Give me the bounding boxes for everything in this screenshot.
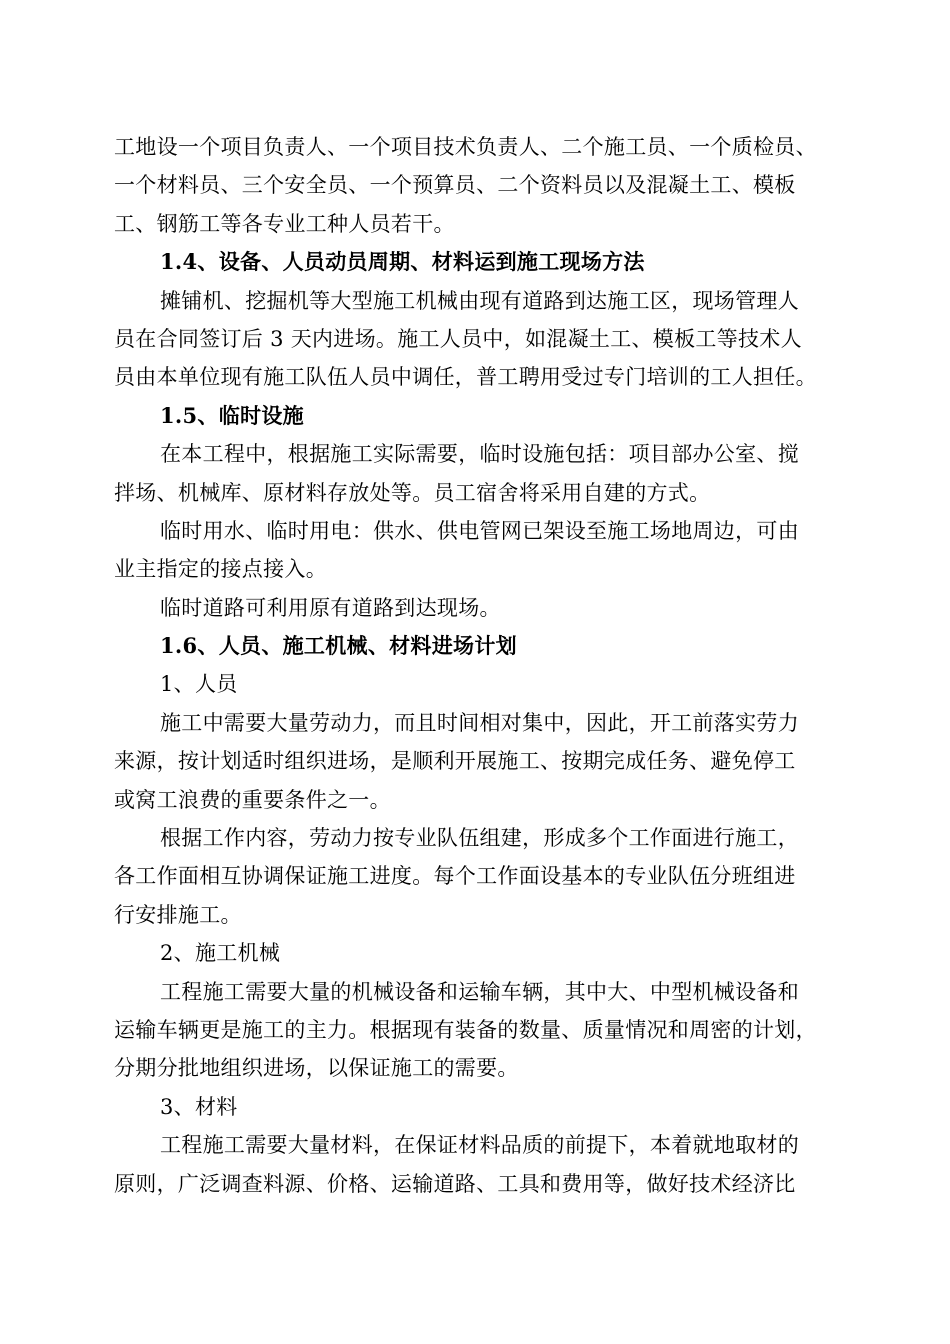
text-line: 员在合同签订后 3 天内进场。施工人员中，如混凝土工、模板工等技术人: [114, 326, 802, 351]
text-line: 施工中需要大量劳动力，而且时间相对集中，因此，开工前落实劳力: [160, 710, 799, 735]
text-line: 一个材料员、三个安全员、一个预算员、二个资料员以及混凝土工、模板: [114, 173, 796, 198]
text-line: 临时道路可利用原有道路到达现场。: [160, 595, 501, 620]
text-line: 分期分批地组织进场，以保证施工的需要。: [114, 1056, 519, 1081]
text-line: 摊铺机、挖掘机等大型施工机械由现有道路到达施工区，现场管理人: [160, 288, 799, 313]
section-heading: 1.4、设备、人员动员周期、材料运到施工现场方法: [160, 249, 645, 275]
text-line: 拌场、机械库、原材料存放处等。员工宿舍将采用自建的方式。: [114, 480, 711, 505]
section-heading: 1.6、人员、施工机械、材料进场计划: [160, 633, 517, 659]
text-line: 原则，广泛调查料源、价格、运输道路、工具和费用等，做好技术经济比: [114, 1171, 796, 1196]
section-heading: 1.5、临时设施: [160, 402, 304, 428]
text-line: 工程施工需要大量材料，在保证材料品质的前提下，本着就地取材的: [160, 1133, 799, 1158]
text-line: 各工作面相互协调保证施工进度。每个工作面设基本的专业队伍分班组进: [114, 864, 796, 889]
text-line: 3、材料: [160, 1094, 238, 1119]
text-line: 行安排施工。: [114, 902, 242, 927]
text-line: 1、人员: [160, 672, 238, 697]
text-line: 2、施工机械: [160, 941, 281, 966]
text-line: 临时用水、临时用电：供水、供电管网已架设至施工场地周边，可由: [160, 518, 799, 543]
text-line: 在本工程中，根据施工实际需要，临时设施包括：项目部办公室、搅: [160, 442, 799, 467]
text-line: 业主指定的接点接入。: [114, 557, 327, 582]
text-line: 员由本单位现有施工队伍人员中调任，普工聘用受过专门培训的工人担任。: [114, 365, 817, 390]
text-line: 工地设一个项目负责人、一个项目技术负责人、二个施工员、一个质检员、: [114, 135, 817, 159]
text-line: 根据工作内容，劳动力按专业队伍组建，形成多个工作面进行施工，: [160, 826, 799, 851]
text-line: 或窝工浪费的重要条件之一。: [114, 787, 391, 812]
text-line: 运输车辆更是施工的主力。根据现有装备的数量、质量情况和周密的计划，: [114, 1017, 817, 1042]
text-line: 工程施工需要大量的机械设备和运输车辆，其中大、中型机械设备和: [160, 979, 799, 1004]
text-line: 来源，按计划适时组织进场，是顺利开展施工、按期完成任务、避免停工: [114, 749, 796, 774]
text-line: 工、钢筋工等各专业工种人员若干。: [114, 211, 455, 236]
document-body: [114, 128, 844, 1203]
